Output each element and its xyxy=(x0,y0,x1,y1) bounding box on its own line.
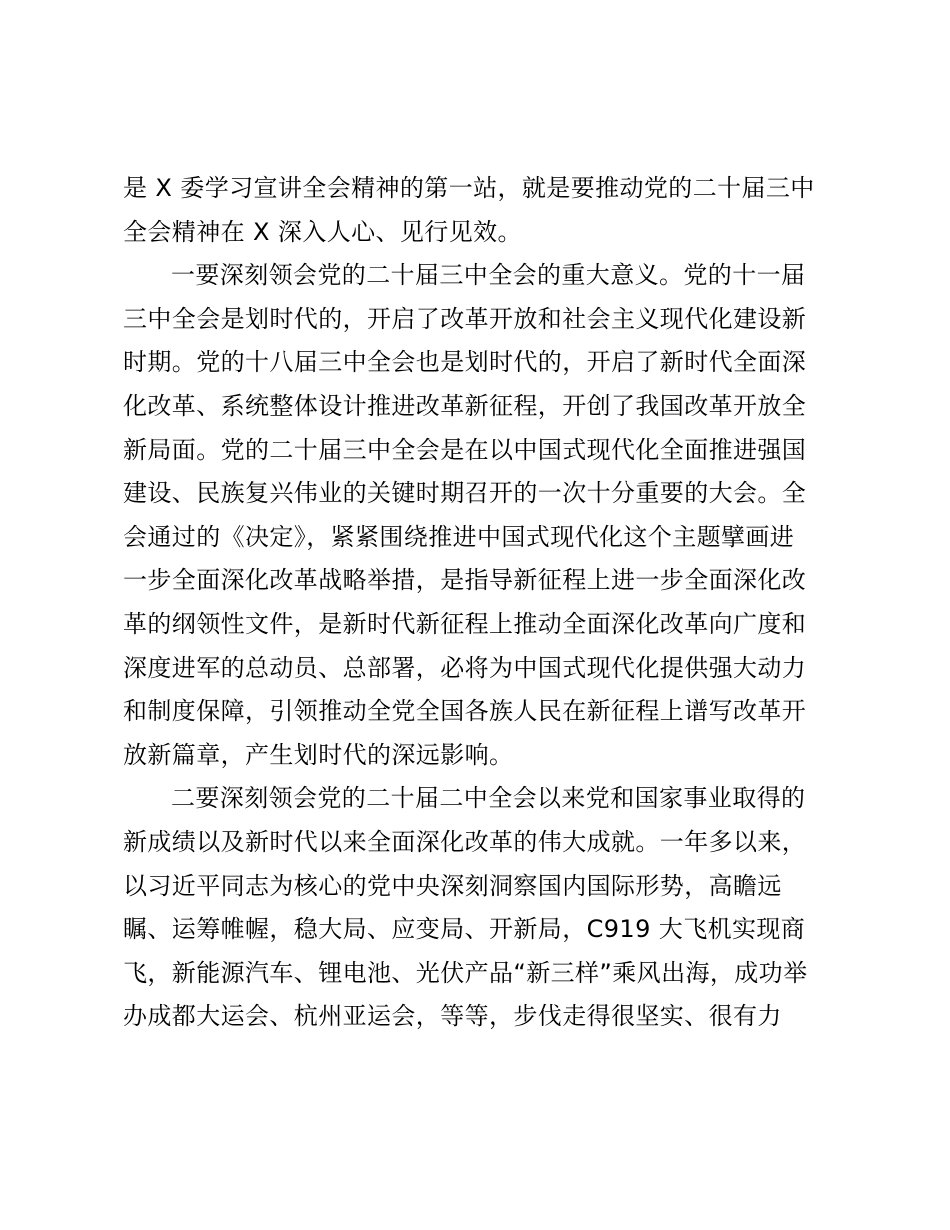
text-line: 化改革、系统整体设计推进改革新征程，开创了我国改革开放全 xyxy=(123,391,807,420)
text-line: 瞩、运筹帷幄，稳大局、应变局、开新局，C919 大飞机实现商 xyxy=(123,915,806,944)
text-line: 是 X 委学习宣讲全会精神的第一站，就是要推动党的二十届三中 xyxy=(123,174,815,202)
text-line: 建设、民族复兴伟业的关键时期召开的一次十分重要的大会。全 xyxy=(123,479,807,508)
paragraph-start-line: 二要深刻领会党的二十届二中全会以来党和国家事业取得的 xyxy=(171,784,806,813)
text-line: 一步全面深化改革战略举措，是指导新征程上进一步全面深化改 xyxy=(123,566,807,595)
text-line: 革的纲领性文件，是新时代新征程上推动全面深化改革向广度和 xyxy=(123,609,807,638)
text-line: 新成绩以及新时代以来全面深化改革的伟大成就。一年多以来， xyxy=(123,827,807,856)
text-line: 时期。党的十八届三中全会也是划时代的，开启了新时代全面深 xyxy=(123,348,807,377)
text-line: 办成都大运会、杭州亚运会，等等，步伐走得很坚实、很有力 xyxy=(123,1002,782,1031)
text-line: 以习近平同志为核心的党中央深刻洞察国内国际形势，高瞻远 xyxy=(123,871,782,900)
text-line: 全会精神在 X 深入人心、见行见效。 xyxy=(123,217,522,246)
text-line: 三中全会是划时代的，开启了改革开放和社会主义现代化建设新 xyxy=(123,304,807,333)
text-line: 会通过的《决定》，紧紧围绕推进中国式现代化这个主题擘画进 xyxy=(123,522,795,551)
text-line: 和制度保障，引领推动全党全国各族人民在新征程上谱写改革开 xyxy=(123,697,807,726)
text-line: 放新篇章，产生划时代的深远影响。 xyxy=(123,740,514,769)
text-line: 深度进军的总动员、总部署，必将为中国式现代化提供强大动力 xyxy=(123,653,807,682)
document-body xyxy=(123,167,823,1039)
paragraph-start-line: 一要深刻领会党的二十届三中全会的重大意义。党的十一届 xyxy=(171,261,806,290)
text-line: 新局面。党的二十届三中全会是在以中国式现代化全面推进强国 xyxy=(123,435,807,464)
text-line: 飞，新能源汽车、锂电池、光伏产品“新三样”乘风出海，成功举 xyxy=(123,958,808,987)
